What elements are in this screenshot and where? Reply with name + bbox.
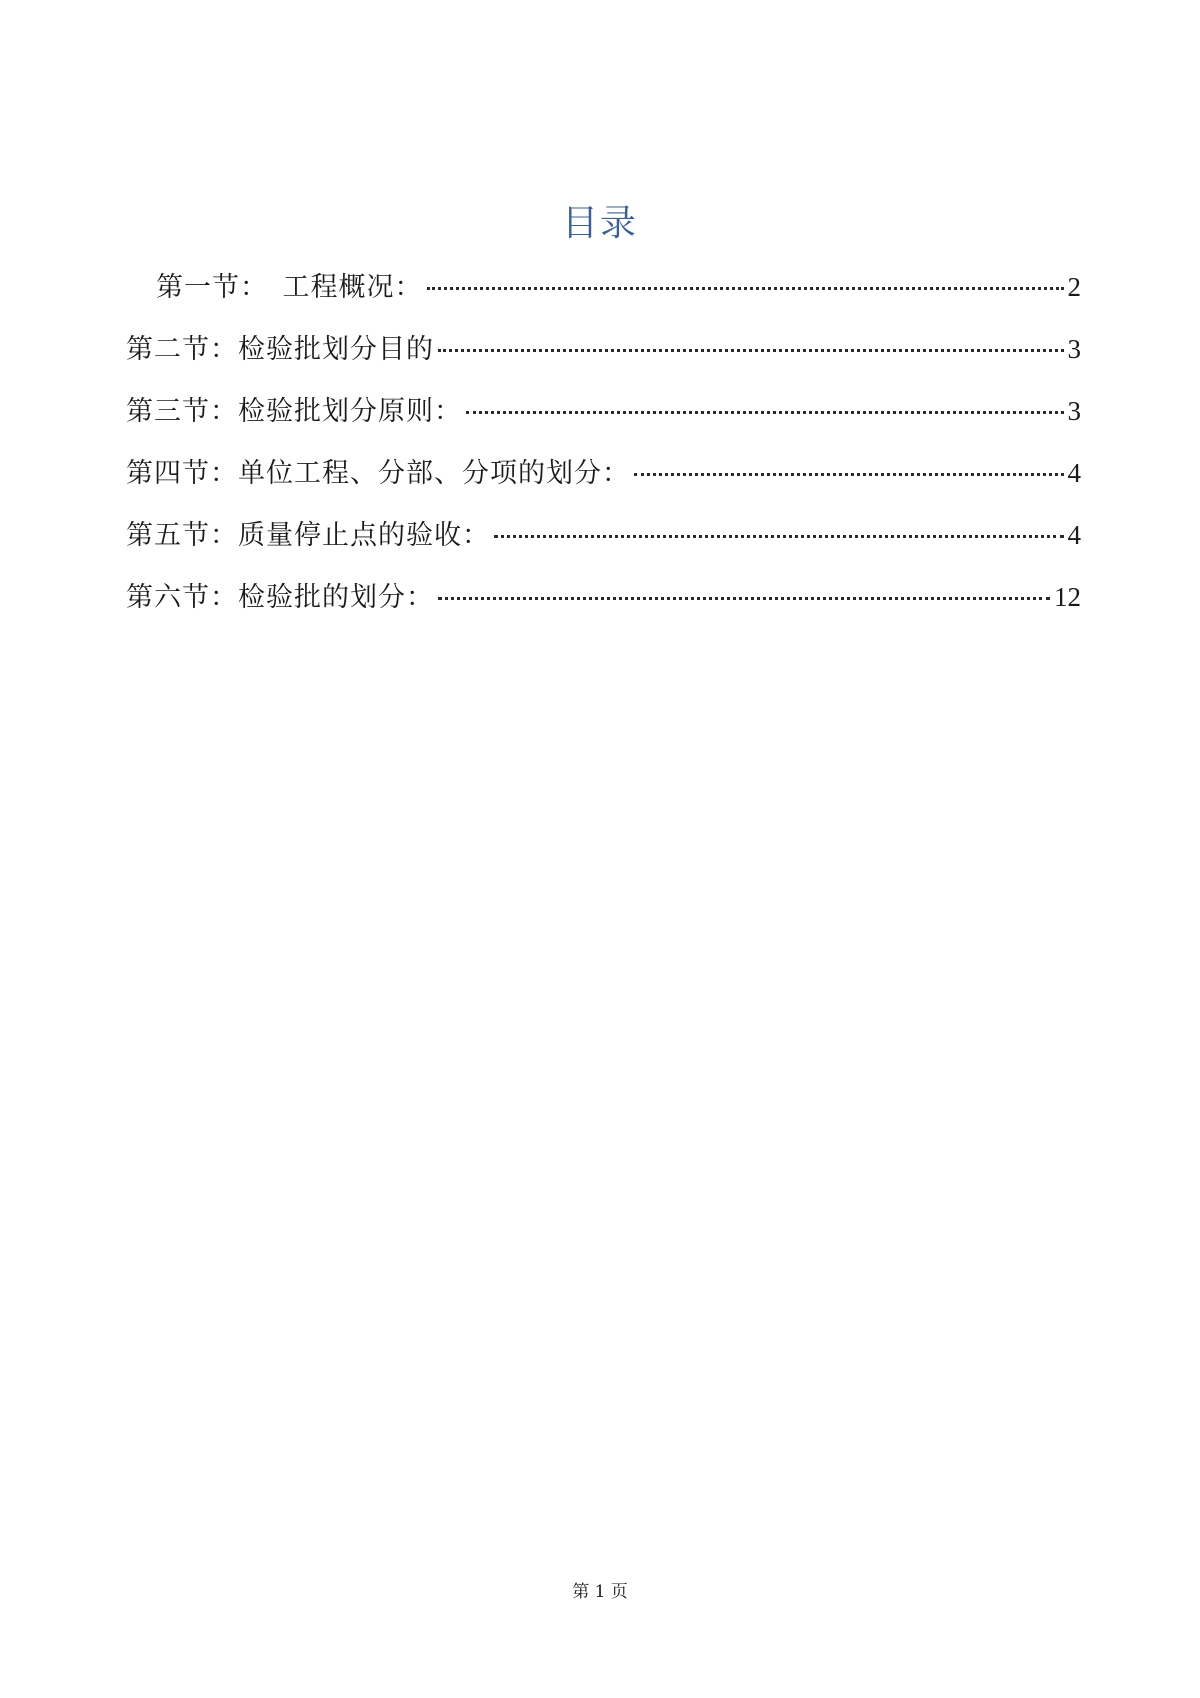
page-footer: 第 1 页: [572, 1582, 628, 1602]
toc-entry-section-1[interactable]: [126, 262, 1081, 324]
toc-entry-page-number: 2: [1067, 272, 1081, 302]
toc-entry-section-2[interactable]: [126, 324, 1081, 386]
toc-dot-leader: [466, 411, 1064, 414]
toc-entry-page-number: 4: [1067, 458, 1081, 488]
toc-dot-leader: [634, 473, 1064, 476]
toc-entry-section-4[interactable]: [126, 448, 1081, 510]
toc-dot-leader: [438, 597, 1050, 600]
toc-entry-section-3[interactable]: [126, 386, 1081, 448]
toc-dot-leader: [427, 287, 1064, 290]
toc-dot-leader: [438, 349, 1064, 352]
toc-entry-page-number: 4: [1067, 520, 1081, 550]
toc-entry-page-number: 3: [1067, 334, 1081, 364]
toc-entry-section-6[interactable]: [126, 572, 1081, 634]
toc-entry-label: 第四节：单位工程、分部、分项的划分：: [126, 458, 630, 489]
toc-title: 目录: [561, 203, 638, 244]
toc-entry-page-number: 12: [1054, 582, 1081, 612]
toc-entry-label: 第五节：质量停止点的验收：: [126, 520, 490, 551]
toc-entry-label: 第一节： 工程概况：: [156, 272, 423, 303]
toc-entry-page-number: 3: [1067, 396, 1081, 426]
toc-entry-label: 第二节：检验批划分目的: [126, 334, 434, 365]
toc-entry-label: 第三节：检验批划分原则：: [126, 396, 462, 427]
toc-entry-label: 第六节：检验批的划分：: [126, 582, 434, 613]
toc-entry-section-5[interactable]: [126, 510, 1081, 572]
toc-list: [126, 262, 1081, 634]
toc-dot-leader: [494, 535, 1064, 538]
